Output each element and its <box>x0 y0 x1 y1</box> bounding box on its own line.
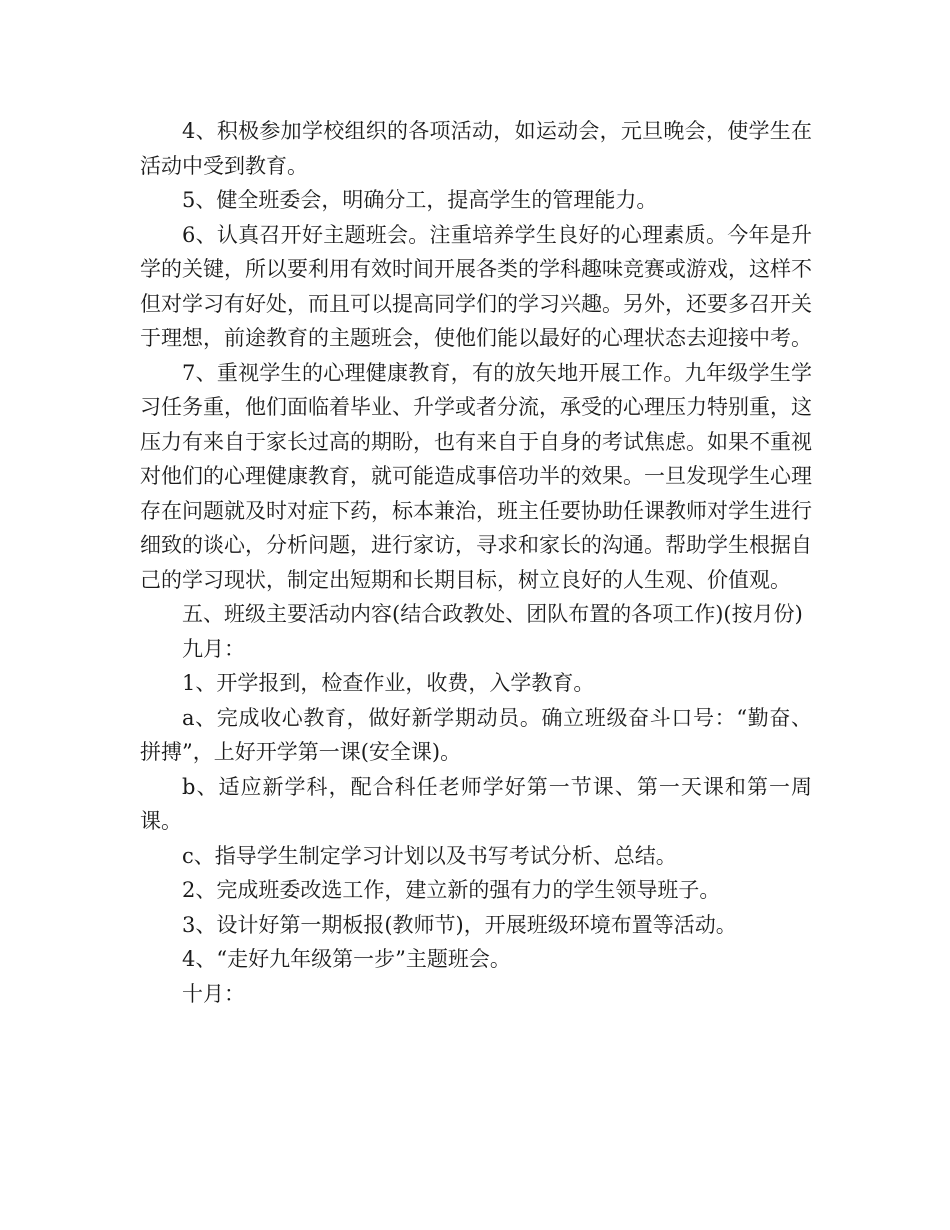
list-item: 3、设计好第一期板报(教师节)，开展班级环境布置等活动。 <box>182 912 737 937</box>
paragraph-class-committee: 5、健全班委会，明确分工，提高学生的管理能力。 <box>182 188 658 212</box>
list-item: 2、完成班委改选工作，建立新的强有力的学生领导班子。 <box>182 878 721 902</box>
paragraph-mental-health: 7、重视学生的心理健康教育，有的放矢地开展工作。九年级学生学习任务重，他们面临着毕业、升学或者分流，承受的心理压力特别重，这压力有来自于家长过高的期盼，也有来自于自身的考试焦虑。如果不重视对他们的心理健康教育，就可能造成事倍功半的效果。一旦发现学生心理存在问题就及时对症下药，标本兼治，班主任要协助任课教师对学生进行细致的谈心，分析问题，进行家访，寻求和家长的沟通。帮助学生根据自己的学习现状，制定出短期和长期目标，树立良好的人生观、价值观。 <box>140 360 812 592</box>
month-heading-october: 十月： <box>182 981 245 1006</box>
paragraph-theme-meeting: 6、认真召开好主题班会。注重培养学生良好的心理素质。今年是升学的关键，所以要利用有效时间开展各类的学科趣味竞赛或游戏，这样不但对学习有好处，而且可以提高同学们的学习兴趣。另外，还要多召开关于理想，前途教育的主题班会，使他们能以最好的心理状态去迎接中考。 <box>140 222 812 350</box>
paragraph-activities: 4、积极参加学校组织的各项活动，如运动会，元旦晚会，使学生在活动中受到教育。 <box>140 119 812 178</box>
list-item: 4、“走好九年级第一步”主题班会。 <box>182 947 511 971</box>
list-item: a、完成收心教育，做好新学期动员。确立班级奋斗口号：“勤奋、拼搏”，上好开学第一课(安全课)。 <box>140 705 812 764</box>
section-heading-monthly-activities: 五、班级主要活动内容(结合政教处、团队布置的各项工作)(按月份) <box>182 602 803 626</box>
list-item: c、指导学生制定学习计划以及书写考试分析、总结。 <box>182 843 677 868</box>
list-item: b、适应新学科，配合科任老师学好第一节课、第一天课和第一周课。 <box>140 774 812 833</box>
month-heading-september: 九月： <box>182 636 245 661</box>
document-page <box>140 114 812 1011</box>
list-item: 1、开学报到，检查作业，收费，入学教育。 <box>182 671 595 695</box>
